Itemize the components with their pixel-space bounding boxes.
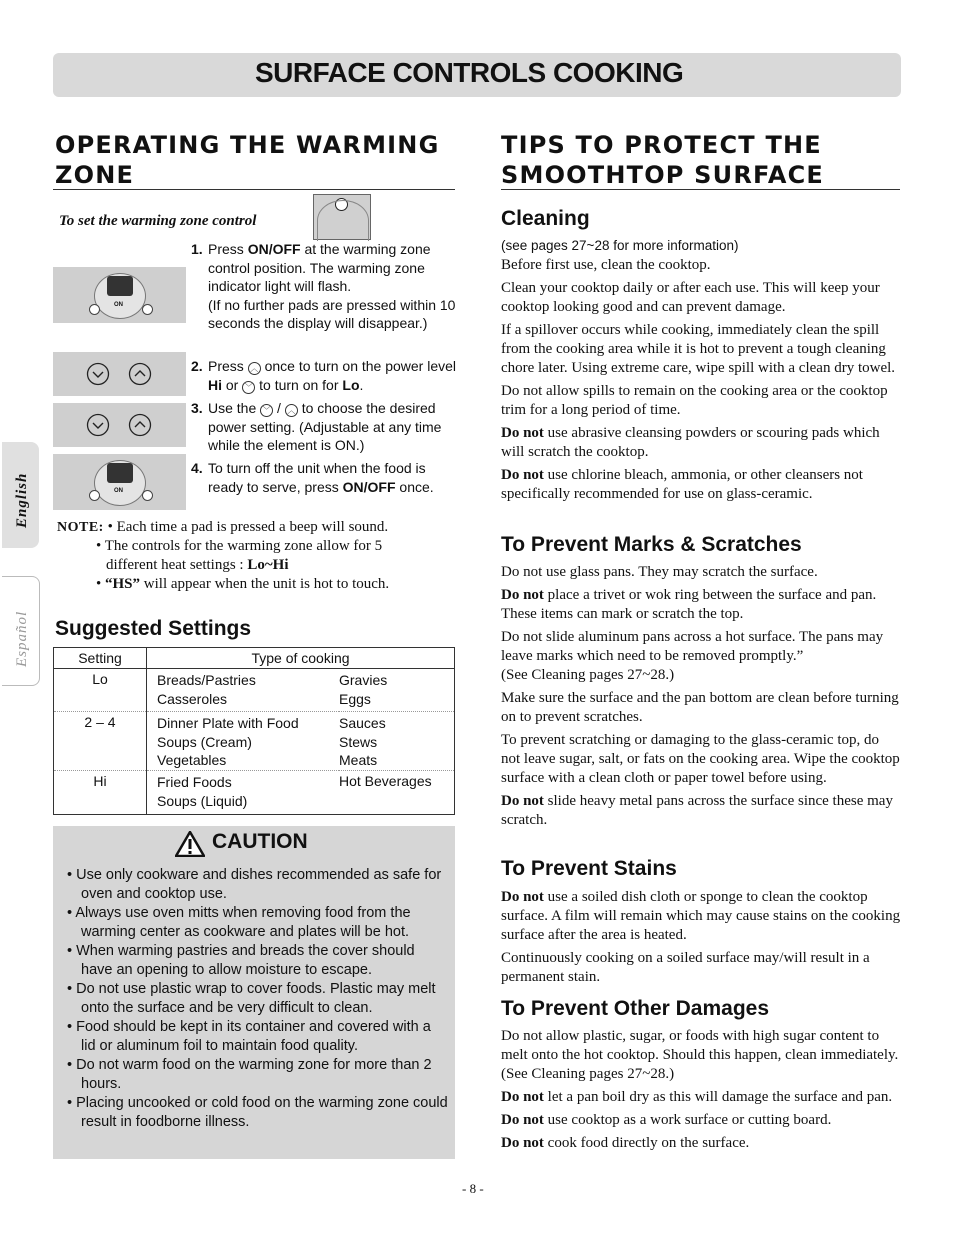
list-item: • Always use oven mitts when removing food from the warming center as cookware and plates will be hot.	[67, 905, 411, 940]
list-item: • Do not use plastic wrap to cover foods. Plastic may melt onto the surface and be very difficult to clean.	[67, 981, 436, 1016]
cleaning-note: (see pages 27~28 for more information)	[501, 238, 739, 253]
col-header-setting: Setting	[54, 648, 147, 669]
chevron-up-icon	[128, 413, 152, 437]
step-2: 2. Press ︿ once to turn on the power level Hi or ﹀ to turn on for Lo.	[191, 358, 457, 393]
caution-list	[67, 866, 449, 1132]
tab-espanol-label: Español	[14, 610, 30, 667]
marks-section: Do not use glass pans. They may scratch the surface. Do not place a trivet or wok ring between the surface and pan. These items can mark or scratch the top. Do not slide aluminum pans across a hot surface. The pans may leave marks which need to be removed promptly.” (See Cleaning pages 27~28.) Make sure the surface and the pan bottom are clean before turning on to prevent scratches. To prevent scratching or damaging to the glass-ceramic top, do not leave sugar, salt, or fats on the cooking area. Wipe the cooktop surface with a clean cloth or paper towel before using. Do not slide heavy metal pans across the surface since these may scratch.	[501, 564, 900, 828]
chevron-up-icon	[128, 362, 152, 386]
list-item: • Food should be kept in its container and covered with a lid or aluminum foil to maintain food quality.	[67, 1019, 431, 1054]
warming-subtitle: To set the warming zone control	[59, 213, 257, 229]
on-label: ON	[114, 488, 123, 494]
control-panel-image-3	[53, 403, 186, 447]
down-arrow-icon	[89, 304, 100, 315]
stains-heading: To Prevent Stains	[501, 857, 677, 880]
caution-title: CAUTION	[212, 830, 308, 853]
left-heading	[55, 130, 455, 190]
table-row: 2 – 4 Dinner Plate with Food Soups (Cream) Vegetables Sauces Stews Meats	[54, 712, 455, 771]
list-item: • When warming pastries and breads the cover should have an opening to allow moisture to escape.	[67, 943, 415, 978]
other-damages-section: Do not allow plastic, sugar, or foods with high sugar content to melt onto the hot cooktop. Should this happen, clean immediately. (See Cleaning pages 27~28.) Do not let a pan boil dry as this will damage the surface and pan. Do not use cooktop as a work surface or cutting board. Do not cook food directly on the surface.	[501, 1028, 899, 1151]
up-arrow-icon	[142, 304, 153, 315]
warning-triangle-icon	[175, 831, 205, 857]
left-heading-line2: ZONE	[55, 161, 135, 189]
marks-heading: To Prevent Marks & Scratches	[501, 533, 802, 556]
chevron-down-icon	[86, 413, 110, 437]
left-heading-line1: OPERATING THE WARMING	[55, 131, 440, 159]
tab-english[interactable]	[2, 442, 39, 548]
page-title: SURFACE CONTROLS COOKING	[255, 57, 684, 88]
step-3: 3. Use the ﹀ / ︿ to choose the desired power setting. (Adjustable at any time while the element is ON.)	[191, 400, 442, 453]
up-icon-inline: ︿	[248, 362, 261, 375]
header-banner	[53, 53, 901, 97]
stains-section: Do not use a soiled dish cloth or sponge to clean the cooktop surface. A film will remain which may cause stains on the cooking surface after the area is heated. Continuously cooking on a soiled surface may/will result in a permanent stain.	[501, 889, 901, 985]
suggested-settings-heading: Suggested Settings	[55, 617, 252, 640]
on-label: ON	[114, 302, 123, 308]
right-heading	[501, 130, 901, 190]
up-icon-inline: ︿	[285, 404, 298, 417]
up-arrow-icon	[142, 490, 153, 501]
control-panel-image-2	[53, 352, 186, 396]
other-damages-heading: To Prevent Other Damages	[501, 997, 770, 1020]
cleaning-section: (see pages 27~28 for more information) Before first use, clean the cooktop. Clean your cooktop daily or after each use. This will keep your cooktop looking good and can prevent damage. If a spillover occurs while cooking, immediately clean the spill from the cooking area while it is hot to prevent a tough cleaning chore later. Using extreme care, wipe spill with a clean dry towel. Do not allow spills to remain on the cooking area or the cooktop trim for a long period of time. Do not use abrasive cleansing powders or scouring pads which will scratch the cooktop. Do not use chlorine bleach, ammonia, or other cleansers not specifically recommended for use on glass-ceramic.	[501, 236, 901, 508]
control-panel-image-4	[53, 454, 186, 510]
right-heading-rule	[501, 189, 900, 190]
step-4: 4. To turn off the unit when the food is ready to serve, press ON/OFF once.	[191, 460, 434, 495]
list-item: • Do not warm food on the warming zone for more than 2 hours.	[67, 1057, 432, 1092]
cleaning-heading: Cleaning	[501, 207, 590, 230]
settings-table	[53, 647, 455, 815]
on-off-label: ON/OFF	[247, 241, 301, 257]
down-icon-inline: ﹀	[242, 381, 255, 394]
page-number: - 8 -	[462, 1181, 484, 1196]
tab-english-label: English	[14, 472, 30, 528]
table-row: Hi Fried Foods Soups (Liquid) Hot Beverages	[54, 771, 455, 815]
note-block: NOTE: • Each time a pad is pressed a beep will sound. • The controls for the warming zone allow for 5 different heat settings : Lo~Hi • “HS” will appear when the unit is hot to touch.	[57, 519, 390, 592]
step-1: 1. Press ON/OFF at the warming zone control position. The warming zone indicator light will flash. (If no further pads are pressed within 10 seconds the display will disappear.)	[191, 241, 456, 331]
list-item: • Use only cookware and dishes recommended as safe for oven and cooktop use.	[67, 867, 442, 902]
caution-box	[53, 826, 455, 1159]
list-item: • Placing uncooked or cold food on the warming zone could result in foodborne illness.	[67, 1095, 448, 1130]
table-row: Lo Breads/Pastries Casseroles Gravies Eggs	[54, 669, 455, 712]
warming-zone-icon	[313, 194, 371, 240]
col-header-type: Type of cooking	[147, 648, 455, 669]
right-heading-line2: SMOOTHTOP SURFACE	[501, 161, 825, 189]
note-label: NOTE:	[57, 520, 104, 535]
step-1-num: 1.	[191, 241, 203, 257]
chevron-down-icon	[86, 362, 110, 386]
down-icon-inline: ﹀	[260, 404, 273, 417]
down-arrow-icon	[89, 490, 100, 501]
left-heading-rule	[53, 189, 455, 190]
control-panel-image-1	[53, 267, 186, 323]
right-heading-line1: TIPS TO PROTECT THE	[501, 131, 822, 159]
tab-espanol[interactable]	[2, 576, 40, 686]
